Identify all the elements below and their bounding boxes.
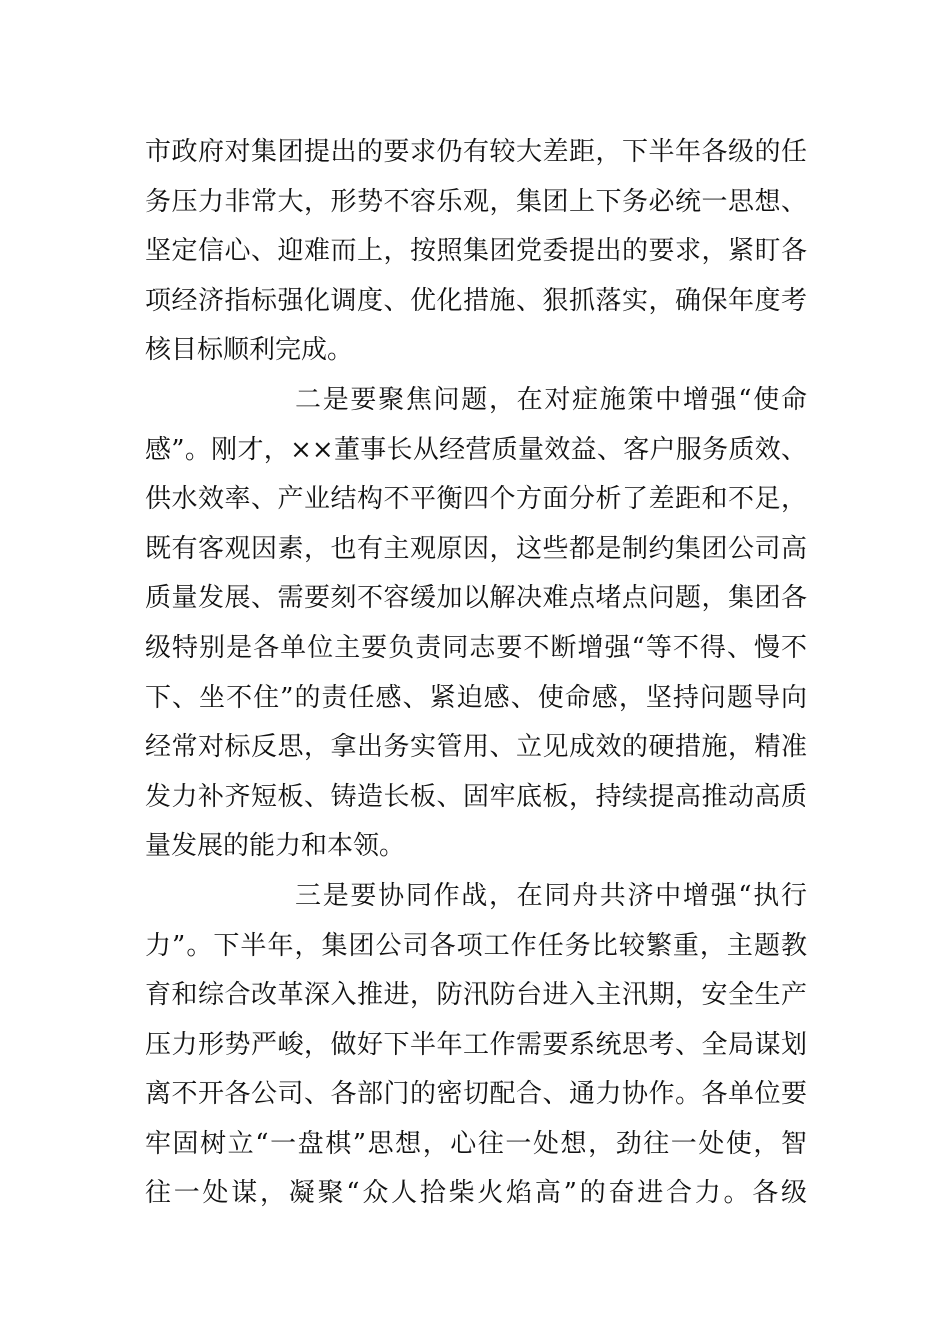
paragraph-start-line: 三是要协同作战，在同舟共济中增强“执行 xyxy=(295,880,807,911)
text-line: 核目标顺利完成。 xyxy=(145,335,354,366)
text-line: 量发展的能力和本领。 xyxy=(145,831,406,862)
text-line: 牢固树立“一盘棋”思想，心往一处想，劲往一处使，智 xyxy=(145,1128,807,1159)
text-line: 发力补齐短板、铸造长板、固牢底板，持续提高推动高质 xyxy=(145,781,807,812)
text-line: 供水效率、产业结构不平衡四个方面分析了差距和不足， xyxy=(145,484,807,515)
text-line: 往一处谋，凝聚“众人拾柴火焰高”的奋进合力。各级 xyxy=(145,1178,807,1209)
text-line: 离不开各公司、各部门的密切配合、通力协作。各单位要 xyxy=(145,1079,807,1110)
text-line: 下、坐不住”的责任感、紧迫感、使命感，坚持问题导向 xyxy=(145,682,807,713)
paragraph-start-line: 二是要聚焦问题，在对症施策中增强“使命 xyxy=(295,384,807,415)
text-line: 感”。刚才，××董事长从经营质量效益、客户服务质效、 xyxy=(145,434,807,465)
text-line: 压力形势严峻，做好下半年工作需要系统思考、全局谋划 xyxy=(145,1029,807,1060)
body-text xyxy=(145,128,807,1219)
text-line: 坚定信心、迎难而上，按照集团党委提出的要求，紧盯各 xyxy=(145,236,807,267)
text-line: 经常对标反思，拿出务实管用、立见成效的硬措施，精准 xyxy=(145,732,807,763)
text-line: 市政府对集团提出的要求仍有较大差距，下半年各级的任 xyxy=(145,137,807,167)
text-line: 既有客观因素，也有主观原因，这些都是制约集团公司高 xyxy=(145,533,807,564)
text-line: 力”。下半年，集团公司各项工作任务比较繁重，主题教 xyxy=(145,930,807,961)
text-line: 育和综合改革深入推进，防汛防台进入主汛期，安全生产 xyxy=(145,980,807,1011)
text-line: 质量发展、需要刻不容缓加以解决难点堵点问题，集团各 xyxy=(145,583,807,614)
text-line: 务压力非常大，形势不容乐观，集团上下务必统一思想、 xyxy=(145,186,807,217)
text-line: 项经济指标强化调度、优化措施、狠抓落实，确保年度考 xyxy=(145,285,807,316)
text-line: 级特别是各单位主要负责同志要不断增强“等不得、慢不 xyxy=(145,632,807,663)
